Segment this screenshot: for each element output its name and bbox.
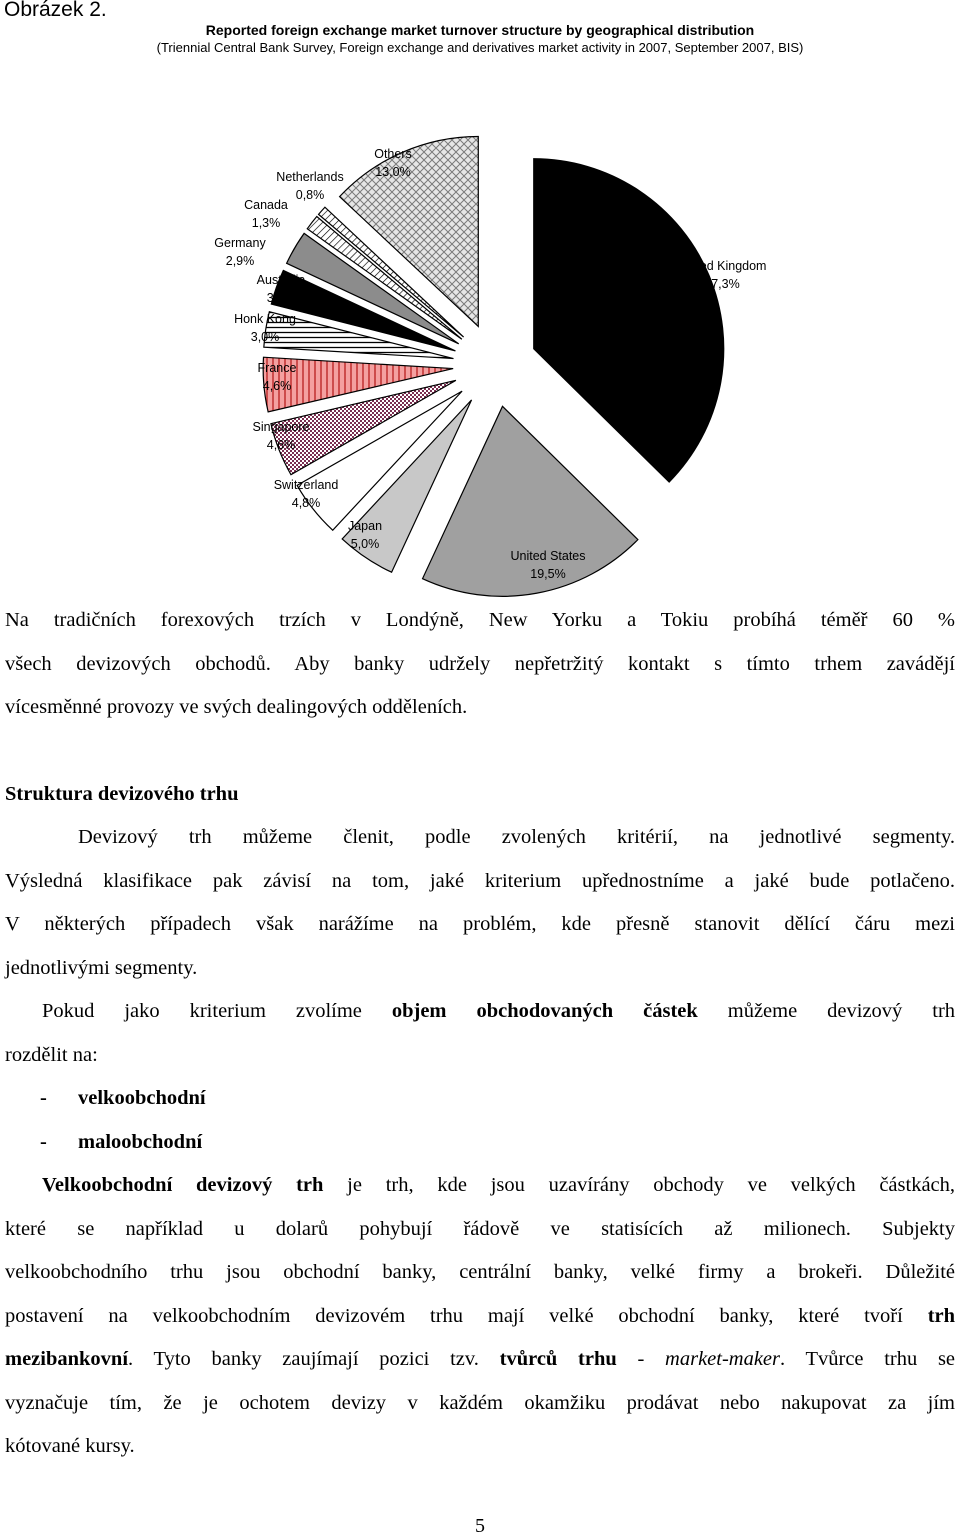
paragraph-3-bold: objem obchodovaných částek <box>391 1000 698 1022</box>
paragraph-4-line-5-end: . Tvůrce trhu se <box>780 1348 956 1370</box>
pie-label-name-japan: Japan <box>347 519 383 533</box>
pie-label-name-canada: Canada <box>244 198 288 212</box>
paragraph-4-line-1-rest: je trh, kde jsou uzavírány obchody ve velkých částkách, <box>347 1174 956 1196</box>
pie-label-value-others: 13,0% <box>375 165 411 179</box>
term-velkoobchodni-trh: Velkoobchodní devizový trh <box>42 1174 324 1196</box>
paragraph-4-line-4 <box>5 1303 955 1329</box>
pie-label-value-switzerland: 4,8% <box>291 496 321 510</box>
pie-label-name-united-kingdom: United Kingdom <box>677 259 767 273</box>
paragraph-2-line-2: Výsledná klasifikace pak závisí na tom, jaké kriterium upřednostníme a jaké bude potlačeno. <box>5 870 955 892</box>
paragraph-1-line-3: vícesměnné provozy ve svých dealingových odděleních. <box>5 696 468 718</box>
pie-label-name-united-states: United States <box>510 549 586 563</box>
pie-label-name-germany: Germany <box>214 236 266 250</box>
list-dash-1: - <box>40 1087 47 1109</box>
term-tvurcu-trhu: tvůrců trhu <box>499 1348 617 1370</box>
pie-label-value-canada: 1,3% <box>251 216 281 230</box>
pie-label-value-france: 4,6% <box>262 379 292 393</box>
pie-label-value-singapore: 4,6% <box>266 438 296 452</box>
pie-label-value-australia: 3,0% <box>266 291 296 305</box>
pie-label-name-netherlands: Netherlands <box>276 170 344 184</box>
term-mezibankovni: mezibankovní <box>5 1348 129 1370</box>
paragraph-3-post: můžeme devizový trh <box>727 1000 956 1022</box>
pie-label-value-honk-kong: 3,0% <box>250 330 280 344</box>
paragraph-2-line-3: V některých případech však narážíme na problém, kde přesně stanovit dělící čáru mezi <box>5 913 955 935</box>
pie-slice-united-kingdom <box>534 159 724 482</box>
list-dash-2: - <box>40 1131 47 1153</box>
term-trh: trh <box>927 1305 956 1327</box>
paragraph-4-line-1 <box>42 1172 955 1198</box>
pie-label-name-switzerland: Switzerland <box>273 478 339 492</box>
paragraph-1-line-2: všech devizových obchodů. Aby banky udržely nepřetržitý kontakt s tímto trhem zavádějí <box>5 653 955 675</box>
paragraph-4-line-2: které se například u dolarů pohybují řádově ve statisících až milionech. Subjekty <box>5 1218 955 1240</box>
paragraph-3-pre: Pokud jako kriterium zvolíme <box>42 1000 362 1022</box>
pie-chart <box>0 0 960 600</box>
pie-label-name-singapore: Singapore <box>252 420 310 434</box>
pie-label-name-france: France <box>257 361 297 375</box>
paragraph-1-line-1: Na tradičních forexových trzích v Londýně, New Yorku a Tokiu probíhá téměř 60 % <box>5 609 955 631</box>
figure-label: Obrázek 2. <box>4 0 107 21</box>
pie-label-name-others: Others <box>374 147 412 161</box>
paragraph-4-line-5 <box>5 1346 955 1372</box>
term-market-maker: market-maker <box>665 1348 781 1370</box>
list-item-maloobchodni: maloobchodní <box>78 1131 203 1153</box>
pie-label-value-netherlands: 0,8% <box>295 188 325 202</box>
paragraph-4-line-5-dash: - <box>637 1348 645 1370</box>
chart-title: Reported foreign exchange market turnover structure by geographical distribution <box>205 22 755 38</box>
paragraph-3-line-1 <box>42 998 955 1024</box>
paragraph-4-line-7: kótované kursy. <box>5 1435 135 1457</box>
pie-label-name-australia: Australia <box>256 273 306 287</box>
list-item-velkoobchodni: velkoobchodní <box>78 1087 206 1109</box>
pie-label-value-united-kingdom: 37,3% <box>704 277 740 291</box>
paragraph-4-line-4-pre: postavení na velkoobchodním devizovém trhu mají velké obchodní banky, které tvoří <box>5 1305 903 1327</box>
paragraph-4-line-6: vyznačuje tím, že je ochotem devizy v každém okamžiku prodávat nebo nakupovat za jím <box>5 1392 955 1414</box>
pie-label-value-united-states: 19,5% <box>530 567 566 581</box>
paragraph-3-line-2: rozdělit na: <box>5 1044 98 1066</box>
paragraph-2-line-1: Devizový trh můžeme členit, podle zvolených kritérií, na jednotlivé segmenty. <box>78 826 955 848</box>
pie-label-value-japan: 5,0% <box>350 537 380 551</box>
section-heading: Struktura devizového trhu <box>5 783 239 805</box>
paragraph-2-line-4: jednotlivými segmenty. <box>5 957 198 979</box>
pie-label-value-germany: 2,9% <box>225 254 255 268</box>
chart-subtitle: (Triennial Central Bank Survey, Foreign exchange and derivatives market activity in 2007, September 2007, BIS) <box>156 40 804 55</box>
paragraph-4-line-5-mid: . Tyto banky zaujímají pozici tzv. <box>128 1348 479 1370</box>
pie-label-name-honk-kong: Honk Kong <box>234 312 296 326</box>
paragraph-4-line-3: velkoobchodního trhu jsou obchodní banky, centrální banky, velké firmy a brokeři. Důležité <box>5 1261 955 1283</box>
page-number: 5 <box>475 1515 485 1537</box>
